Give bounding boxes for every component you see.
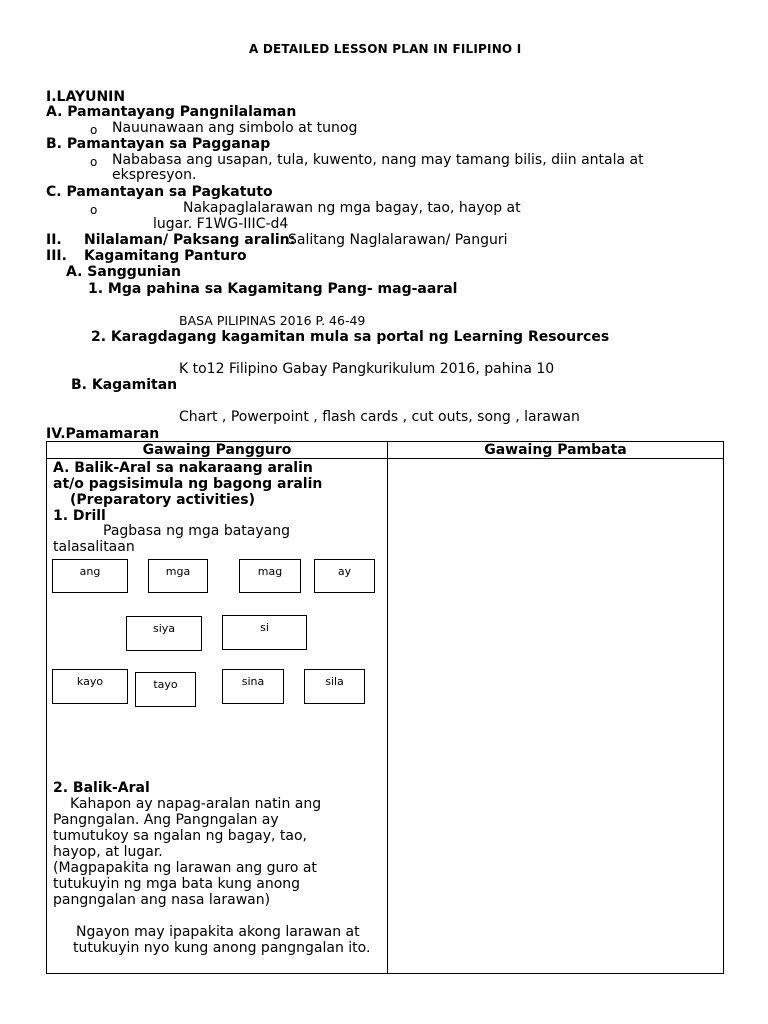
section-1a-item: Nauunawaan ang simbolo at tunog [112,120,358,136]
bullet-icon: o [90,123,98,137]
section-1b-item-line1: Nababasa ang usapan, tula, kuwento, nang may tamang bilis, diin antala at [112,152,644,168]
activity-a-line2: at/o pagsisimula ng bagong aralin [53,476,323,492]
review-line-4: hayop, at lugar. [53,844,163,860]
section-3b-value: Chart , Powerpoint , flash cards , cut outs, song , larawan [179,409,580,425]
review-line-1: Kahapon ay napag-aralan natin ang [70,796,322,812]
word-card-si: si [222,615,307,650]
section-1a-label: A. Pamantayang Pangnilalaman [46,104,297,120]
word-card-sina: sina [222,669,284,704]
section-3-number: III. [46,248,67,264]
bullet-icon: o [90,155,98,169]
section-2-number: II. [46,232,62,248]
section-1c-item-line1: Nakapaglalarawan ng mga bagay, tao, hayop at [183,200,521,216]
review-line-7: pangngalan ang nasa larawan) [53,892,271,908]
review-label: 2. Balik-Aral [53,780,150,796]
section-4-heading: IV.Pamamaran [46,426,160,442]
review-line-3: tumutukoy sa ngalan ng bagay, tao, [53,828,308,844]
drill-text-line2: talasalitaan [53,539,135,555]
word-card-kayo: kayo [52,669,128,704]
column-header-teacher: Gawaing Pangguro [47,442,388,459]
drill-label: 1. Drill [53,508,106,524]
closing-line-1: Ngayon may ipapakita akong larawan at [76,924,360,940]
closing-line-2: tutukuyin nyo kung anong pangngalan ito. [73,940,371,956]
section-1-heading: I.LAYUNIN [46,89,126,105]
section-2-heading: Nilalaman/ Paksang aralin: [84,232,296,248]
review-line-2: Pangngalan. Ang Pangngalan ay [53,812,279,828]
section-1c-label: C. Pamantayan sa Pagkatuto [46,184,273,200]
page-title: A DETAILED LESSON PLAN IN FILIPINO I [249,42,522,56]
word-card-sila: sila [304,669,365,704]
word-card-ay: ay [314,559,375,593]
drill-text-line1: Pagbasa ng mga batayang [103,523,290,539]
table-header-row [47,442,724,459]
section-2-value: Salitang Naglalarawan/ Panguri [288,232,508,248]
teacher-activity-cell [47,459,388,974]
word-card-mag: mag [239,559,301,593]
section-3-heading: Kagamitang Panturo [84,248,247,264]
section-3a-item-2: 2. Karagdagang kagamitan mula sa portal ng Learning Resources [91,329,610,345]
review-line-5: (Magpapakita ng larawan ang guro at [53,860,317,876]
section-3a-item-1-value: BASA PILIPINAS 2016 P. 46-49 [179,313,366,328]
section-3a-item-1: 1. Mga pahina sa Kagamitang Pang- mag-aaral [88,281,458,297]
review-line-6: tutukuyin ng mga bata kung anong [53,876,301,892]
section-1c-item-line2: lugar. F1WG-IIIC-d4 [153,216,289,232]
word-card-siya: siya [126,616,202,651]
section-3a-label: A. Sanggunian [66,264,181,280]
procedure-table [46,441,724,974]
section-1b-label: B. Pamantayan sa Pagganap [46,136,271,152]
word-card-mga: mga [148,559,208,593]
word-card-ang: ang [52,559,128,593]
word-card-tayo: tayo [135,672,196,707]
section-3a-item-2-value: K to12 Filipino Gabay Pangkurikulum 2016, pahina 10 [179,361,555,377]
pupil-activity-cell [388,459,724,974]
bullet-icon: o [90,203,98,217]
activity-a-line3: (Preparatory activities) [70,492,255,508]
activity-a-line1: A. Balik-Aral sa nakaraang aralin [53,460,313,476]
table-row [47,459,724,974]
section-3b-label: B. Kagamitan [71,377,178,393]
section-1b-item-line2: ekspresyon. [112,167,197,183]
column-header-pupils: Gawaing Pambata [388,442,724,459]
